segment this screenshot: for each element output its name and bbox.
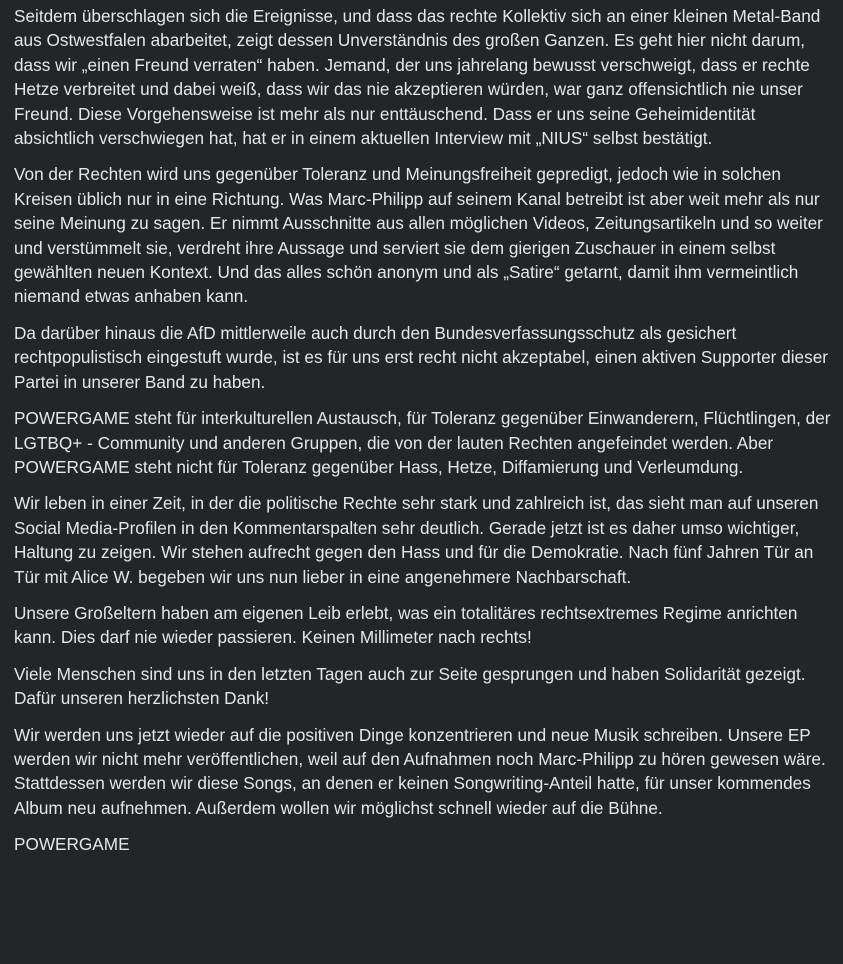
post-paragraph: Seitdem überschlagen sich die Ereignisse, und dass das rechte Kollektiv sich an einer kleinen Metal-Band aus Ostwestfalen abarbeitet, zeigt dessen Unverständnis des großen Ganzen. Es geht hier nicht darum, dass wir „einen Freund verraten“ haben. Jemand, der uns jahrelang bewusst verschweigt, dass er rechte Hetze verbreitet und dabei weiß, dass wir das nie akzeptieren würden, war ganz offensichtlich nie unser Freund. Diese Vorgehensweise ist mehr als nur enttäuschend. Dass er uns seine Geheimidentität absichtlich verschwiegen hat, hat er in einem aktuellen Interview mit „NIUS“ selbst bestätigt.: [14, 6, 821, 149]
post-paragraph: Viele Menschen sind uns in den letzten Tagen auch zur Seite gesprungen und haben Solidarität gezeigt. Dafür unseren herzlichsten Dank!: [14, 663, 806, 709]
post-paragraph: Wir werden uns jetzt wieder auf die positiven Dinge konzentrieren und neue Musik schreiben. Unsere EP werden wir nicht mehr veröffentlichen, weil auf den Aufnahmen noch Marc-Philipp zu hören gewesen wäre. Stattdessen werden wir diese Songs, an denen er keinen Songwriting-Anteil hatte, für unser kommendes Album neu aufnehmen. Außerdem wollen wir möglichst schnell wieder auf die Bühne.: [14, 724, 826, 818]
post-paragraph: Von der Rechten wird uns gegenüber Toleranz und Meinungsfreiheit gepredigt, jedoch wie in solchen Kreisen üblich nur in eine Richtung. Was Marc-Philipp auf seinem Kanal betreibt ist aber weit mehr als nur seine Meinung zu sagen. Er nimmt Ausschnitte aus allen möglichen Videos, Zeitungsartikeln und so weiter und verstümmelt sie, verdreht ihre Aussage und serviert sie dem gierigen Zuschauer in einem selbst gewählten neuen Kontext. Und das alles schön anonym und als „Satire“ getarnt, damit ihm vermeintlich niemand etwas anhaben kann.: [14, 164, 823, 307]
post-paragraph: Unsere Großeltern haben am eigenen Leib erlebt, was ein totalitäres rechtsextremes Regime anrichten kann. Dies darf nie wieder passieren. Keinen Millimeter nach rechts!: [14, 602, 798, 648]
post-paragraph: POWERGAME steht für interkulturellen Austausch, für Toleranz gegenüber Einwanderern, Flüchtlingen, der LGTBQ+ - Community und anderen Gruppen, die von der lauten Rechten angefeindet werden. Aber POWERGAME steht nicht für Toleranz gegenüber Hass, Hetze, Diffamierung und Verleumdung.: [14, 408, 831, 477]
post-signature: POWERGAME: [14, 834, 130, 855]
post-paragraph: Wir leben in einer Zeit, in der die politische Rechte sehr stark und zahlreich ist, das sieht man auf unseren Social Media-Profilen in den Kommentarspalten sehr deutlich. Gerade jetzt ist es daher umso wichtiger, Haltung zu zeigen. Wir stehen aufrecht gegen den Hass und für die Demokratie. Nach fünf Jahren Tür an Tür mit Alice W. begeben wir uns nun lieber in eine angenehmere Nachbarschaft.: [14, 493, 819, 587]
post-paragraph: Da darüber hinaus die AfD mittlerweile auch durch den Bundesverfassungsschutz als gesichert rechtpopulistisch eingestuft wurde, ist es für uns erst recht nicht akzeptabel, einen aktiven Supporter dieser Partei in unserer Band zu haben.: [14, 322, 828, 392]
